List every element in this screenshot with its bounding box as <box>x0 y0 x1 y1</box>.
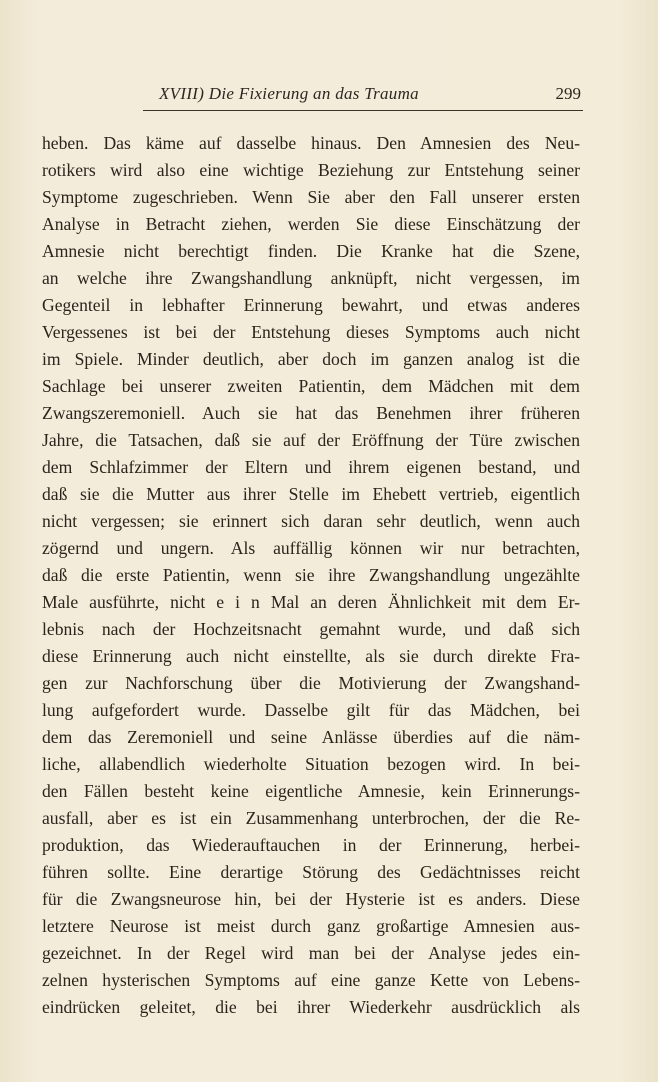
text-line: liche, allabendlich wiederholte Situation bezogen wird. In bei- <box>42 754 580 774</box>
text-line: dem Schlafzimmer der Eltern und ihrem eigenen bestand, und <box>42 457 580 477</box>
text-line: an welche ihre Zwangshandlung anknüpft, nicht vergessen, im <box>42 268 580 288</box>
text-line: lebnis nach der Hochzeitsnacht gemahnt wurde, und daß sich <box>42 619 580 639</box>
text-line: Gegenteil in lebhafter Erinnerung bewahrt, und etwas anderes <box>42 295 580 315</box>
text-line: Vergessenes ist bei der Entstehung dieses Symptoms auch nicht <box>42 322 580 342</box>
text-line: lung aufgefordert wurde. Dasselbe gilt für das Mädchen, bei <box>42 700 580 720</box>
text-line: produktion, das Wiederauftauchen in der Erinnerung, herbei- <box>42 835 580 855</box>
text-line: Amnesie nicht berechtigt finden. Die Kranke hat die Szene, <box>42 241 580 261</box>
text-line: nicht vergessen; sie erinnert sich daran sehr deutlich, wenn auch <box>42 511 580 531</box>
text-line: gezeichnet. In der Regel wird man bei der Analyse jedes ein- <box>42 943 580 963</box>
text-line: rotikers wird also eine wichtige Beziehung zur Entstehung seiner <box>42 160 580 180</box>
text-line: eindrücken geleitet, die bei ihrer Wiederkehr ausdrücklich als <box>42 997 580 1017</box>
text-line: Symptome zugeschrieben. Wenn Sie aber den Fall unserer ersten <box>42 187 580 207</box>
text-line: dem das Zeremoniell und seine Anlässe überdies auf die näm- <box>42 727 580 747</box>
text-line: gen zur Nachforschung über die Motivierung der Zwangshand- <box>42 673 580 693</box>
text-line: Jahre, die Tatsachen, daß sie auf der Eröffnung der Türe zwischen <box>42 430 580 450</box>
text-line: daß sie die Mutter aus ihrer Stelle im Ehebett vertrieb, eigentlich <box>42 484 580 504</box>
text-line: Analyse in Betracht ziehen, werden Sie diese Einschätzung der <box>42 214 580 234</box>
text-line: Sachlage bei unserer zweiten Patientin, dem Mädchen mit dem <box>42 376 580 396</box>
text-line: diese Erinnerung auch nicht einstellte, als sie durch direkte Fra- <box>42 646 580 666</box>
page-number: 299 <box>555 84 581 103</box>
text-line: letztere Neurose ist meist durch ganz großartige Amnesien aus- <box>42 916 580 936</box>
header-divider <box>143 110 583 111</box>
text-line: zelnen hysterischen Symptoms auf eine ganze Kette von Lebens- <box>42 970 580 990</box>
chapter-title: XVIII) Die Fixierung an das Trauma <box>159 84 419 103</box>
text-line: im Spiele. Minder deutlich, aber doch im ganzen analog ist die <box>42 349 580 369</box>
text-line: führen sollte. Eine derartige Störung des Gedächtnisses reicht <box>42 862 580 882</box>
text-line: ausfall, aber es ist ein Zusammenhang unterbrochen, der die Re- <box>42 808 580 828</box>
text-line: Zwangszeremoniell. Auch sie hat das Benehmen ihrer früheren <box>42 403 580 423</box>
text-line: daß die erste Patientin, wenn sie ihre Zwangshandlung ungezählte <box>42 565 580 585</box>
text-line: zögernd und ungern. Als auffällig können wir nur betrachten, <box>42 538 580 558</box>
body-text <box>42 130 580 1021</box>
text-line: den Fällen besteht keine eigentliche Amnesie, kein Erinnerungs- <box>42 781 580 801</box>
text-line: Male ausführte, nicht e i n Mal an deren Ähnlichkeit mit dem Er- <box>42 592 580 612</box>
text-line: für die Zwangsneurose hin, bei der Hysterie ist es anders. Diese <box>42 889 580 909</box>
text-line: heben. Das käme auf dasselbe hinaus. Den Amnesien des Neu- <box>42 133 580 153</box>
running-header <box>143 84 583 108</box>
